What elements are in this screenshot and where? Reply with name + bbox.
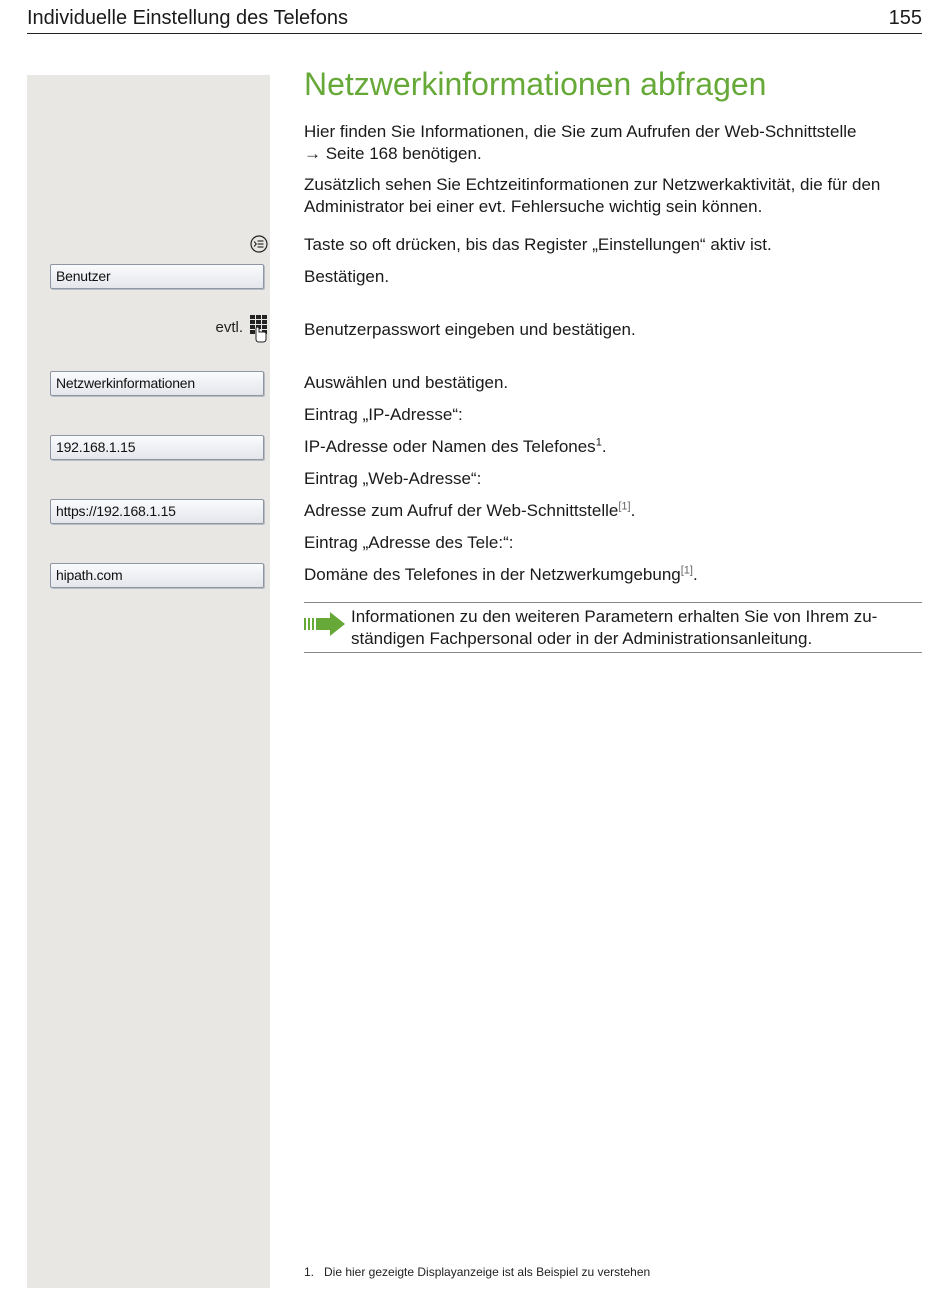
intro-p2-line1: Zusätzlich sehen Sie Echtzeitinformationen zur Netzwerkaktivität, die für den bbox=[304, 175, 881, 194]
menu-key-icon bbox=[250, 235, 268, 253]
footnote-ref-1: 1 bbox=[595, 436, 602, 449]
ip-description: IP-Adresse oder Namen des Telefones$^1$. bbox=[304, 436, 607, 456]
entry-tele-label: Eintrag „Adresse des Tele:“: bbox=[304, 533, 514, 552]
footnote bbox=[304, 1265, 650, 1279]
web-description-text: Adresse zum Aufruf der Web-Schnittstelle bbox=[304, 501, 619, 520]
evtl-label: evtl. bbox=[215, 319, 243, 336]
page-number: 155 bbox=[888, 7, 922, 29]
note-line2: ständigen Fachpersonal oder in der Administrationsanleitung. bbox=[351, 629, 813, 648]
domain-description-text: Domäne des Telefones in der Netzwerkumgebung bbox=[304, 565, 681, 584]
page-title: Netzwerkinformationen abfragen bbox=[304, 66, 767, 102]
note-arrow-icon bbox=[304, 610, 346, 638]
display-benutzer[interactable]: Benutzer bbox=[50, 264, 264, 289]
step-menu-key: Taste so oft drücken, bis das Register „Einstellungen“ aktiv ist. bbox=[304, 235, 772, 254]
header-title: Individuelle Einstellung des Telefons bbox=[27, 7, 348, 29]
display-ip-address[interactable]: 192.168.1.15 bbox=[50, 435, 264, 460]
note-text bbox=[351, 606, 917, 650]
display-domain[interactable]: hipath.com bbox=[50, 563, 264, 588]
entry-ip-label: Eintrag „IP-Adresse“: bbox=[304, 405, 463, 424]
sidebar bbox=[27, 75, 270, 1288]
ip-description-text: IP-Adresse oder Namen des Telefones bbox=[304, 437, 596, 456]
intro-p2-line2: Administrator bei einer evt. Fehlersuche wichtig sein können. bbox=[304, 197, 763, 216]
step-password: Benutzerpasswort eingeben und bestätigen. bbox=[304, 320, 636, 339]
note-line1: Informationen zu den weiteren Parametern erhalten Sie von Ihrem zu- bbox=[351, 607, 878, 626]
footnote-ref-domain: [1] bbox=[680, 564, 693, 577]
footnote-number: 1. bbox=[304, 1265, 315, 1279]
footnote-ref-web: [1] bbox=[618, 500, 631, 513]
keypad-icon bbox=[248, 315, 270, 343]
intro-p1-line2: → Seite 168 benötigen. bbox=[304, 144, 482, 163]
intro-paragraph-2 bbox=[304, 174, 916, 218]
intro-p1-line1: Hier finden Sie Informationen, die Sie zum Aufrufen der Web-Schnittstelle bbox=[304, 122, 857, 141]
web-description: Adresse zum Aufruf der Web-Schnittstelle[1]. bbox=[304, 500, 636, 520]
step-confirm: Bestätigen. bbox=[304, 267, 390, 286]
info-note bbox=[304, 602, 922, 653]
intro-paragraph-1 bbox=[304, 121, 916, 165]
display-web-address[interactable]: https://192.168.1.15 bbox=[50, 499, 264, 524]
domain-description: Domäne des Telefones in der Netzwerkumgebung[1]. bbox=[304, 564, 698, 584]
display-netzwerkinformationen[interactable]: Netzwerkinformationen bbox=[50, 371, 264, 396]
step-select: Auswählen und bestätigen. bbox=[304, 373, 509, 392]
footnote-text: Die hier gezeigte Displayanzeige ist als Beispiel zu verstehen bbox=[324, 1265, 651, 1279]
entry-web-label: Eintrag „Web-Adresse“: bbox=[304, 469, 482, 488]
page-header bbox=[27, 6, 922, 34]
